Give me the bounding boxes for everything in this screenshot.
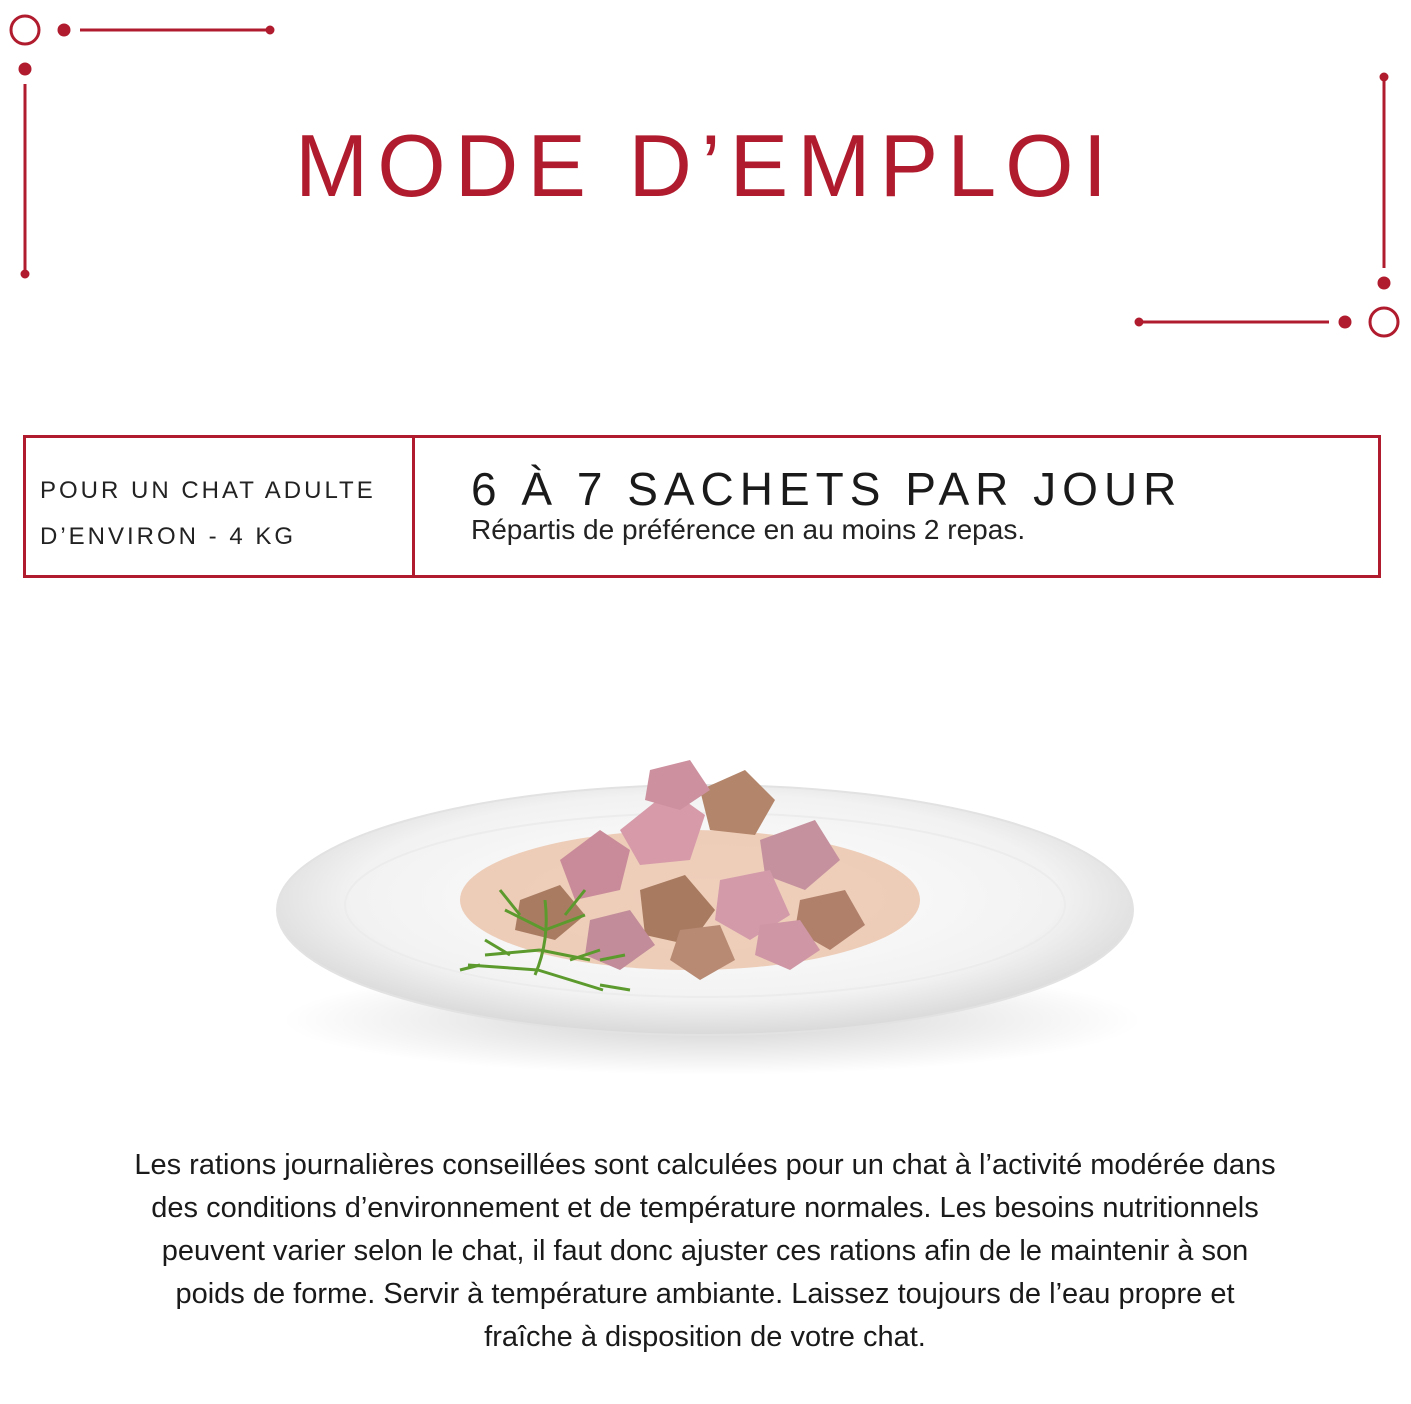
daily-ration-amount: 6 À 7 SACHETS PAR JOUR xyxy=(471,463,1183,515)
ration-table xyxy=(23,435,1381,578)
cat-profile-line-1: POUR UN CHAT ADULTE xyxy=(40,477,376,504)
ration-amount-cell xyxy=(415,438,1182,575)
ration-note: Répartis de préférence en au moins 2 repas. xyxy=(471,514,1026,545)
cat-profile-line-2: D’ENVIRON - 4 KG xyxy=(40,523,297,550)
feeding-instructions-paragraph: Les rations journalières conseillées sont calculées pour un chat à l’activité modérée dans des conditions d’environnement et de température normales. Les besoins nutritionnels peuvent varier selon le chat, il faut donc ajuster ces rations afin de le maintenir à son poids de forme. Servir à température ambiante. Laissez toujours de l’eau propre et fraîche à disposition de votre chat. xyxy=(134,1149,1276,1353)
page-title: MODE D’EMPLOI xyxy=(294,116,1117,215)
cat-profile-cell xyxy=(26,438,415,575)
food-plate-image xyxy=(0,700,1411,1120)
